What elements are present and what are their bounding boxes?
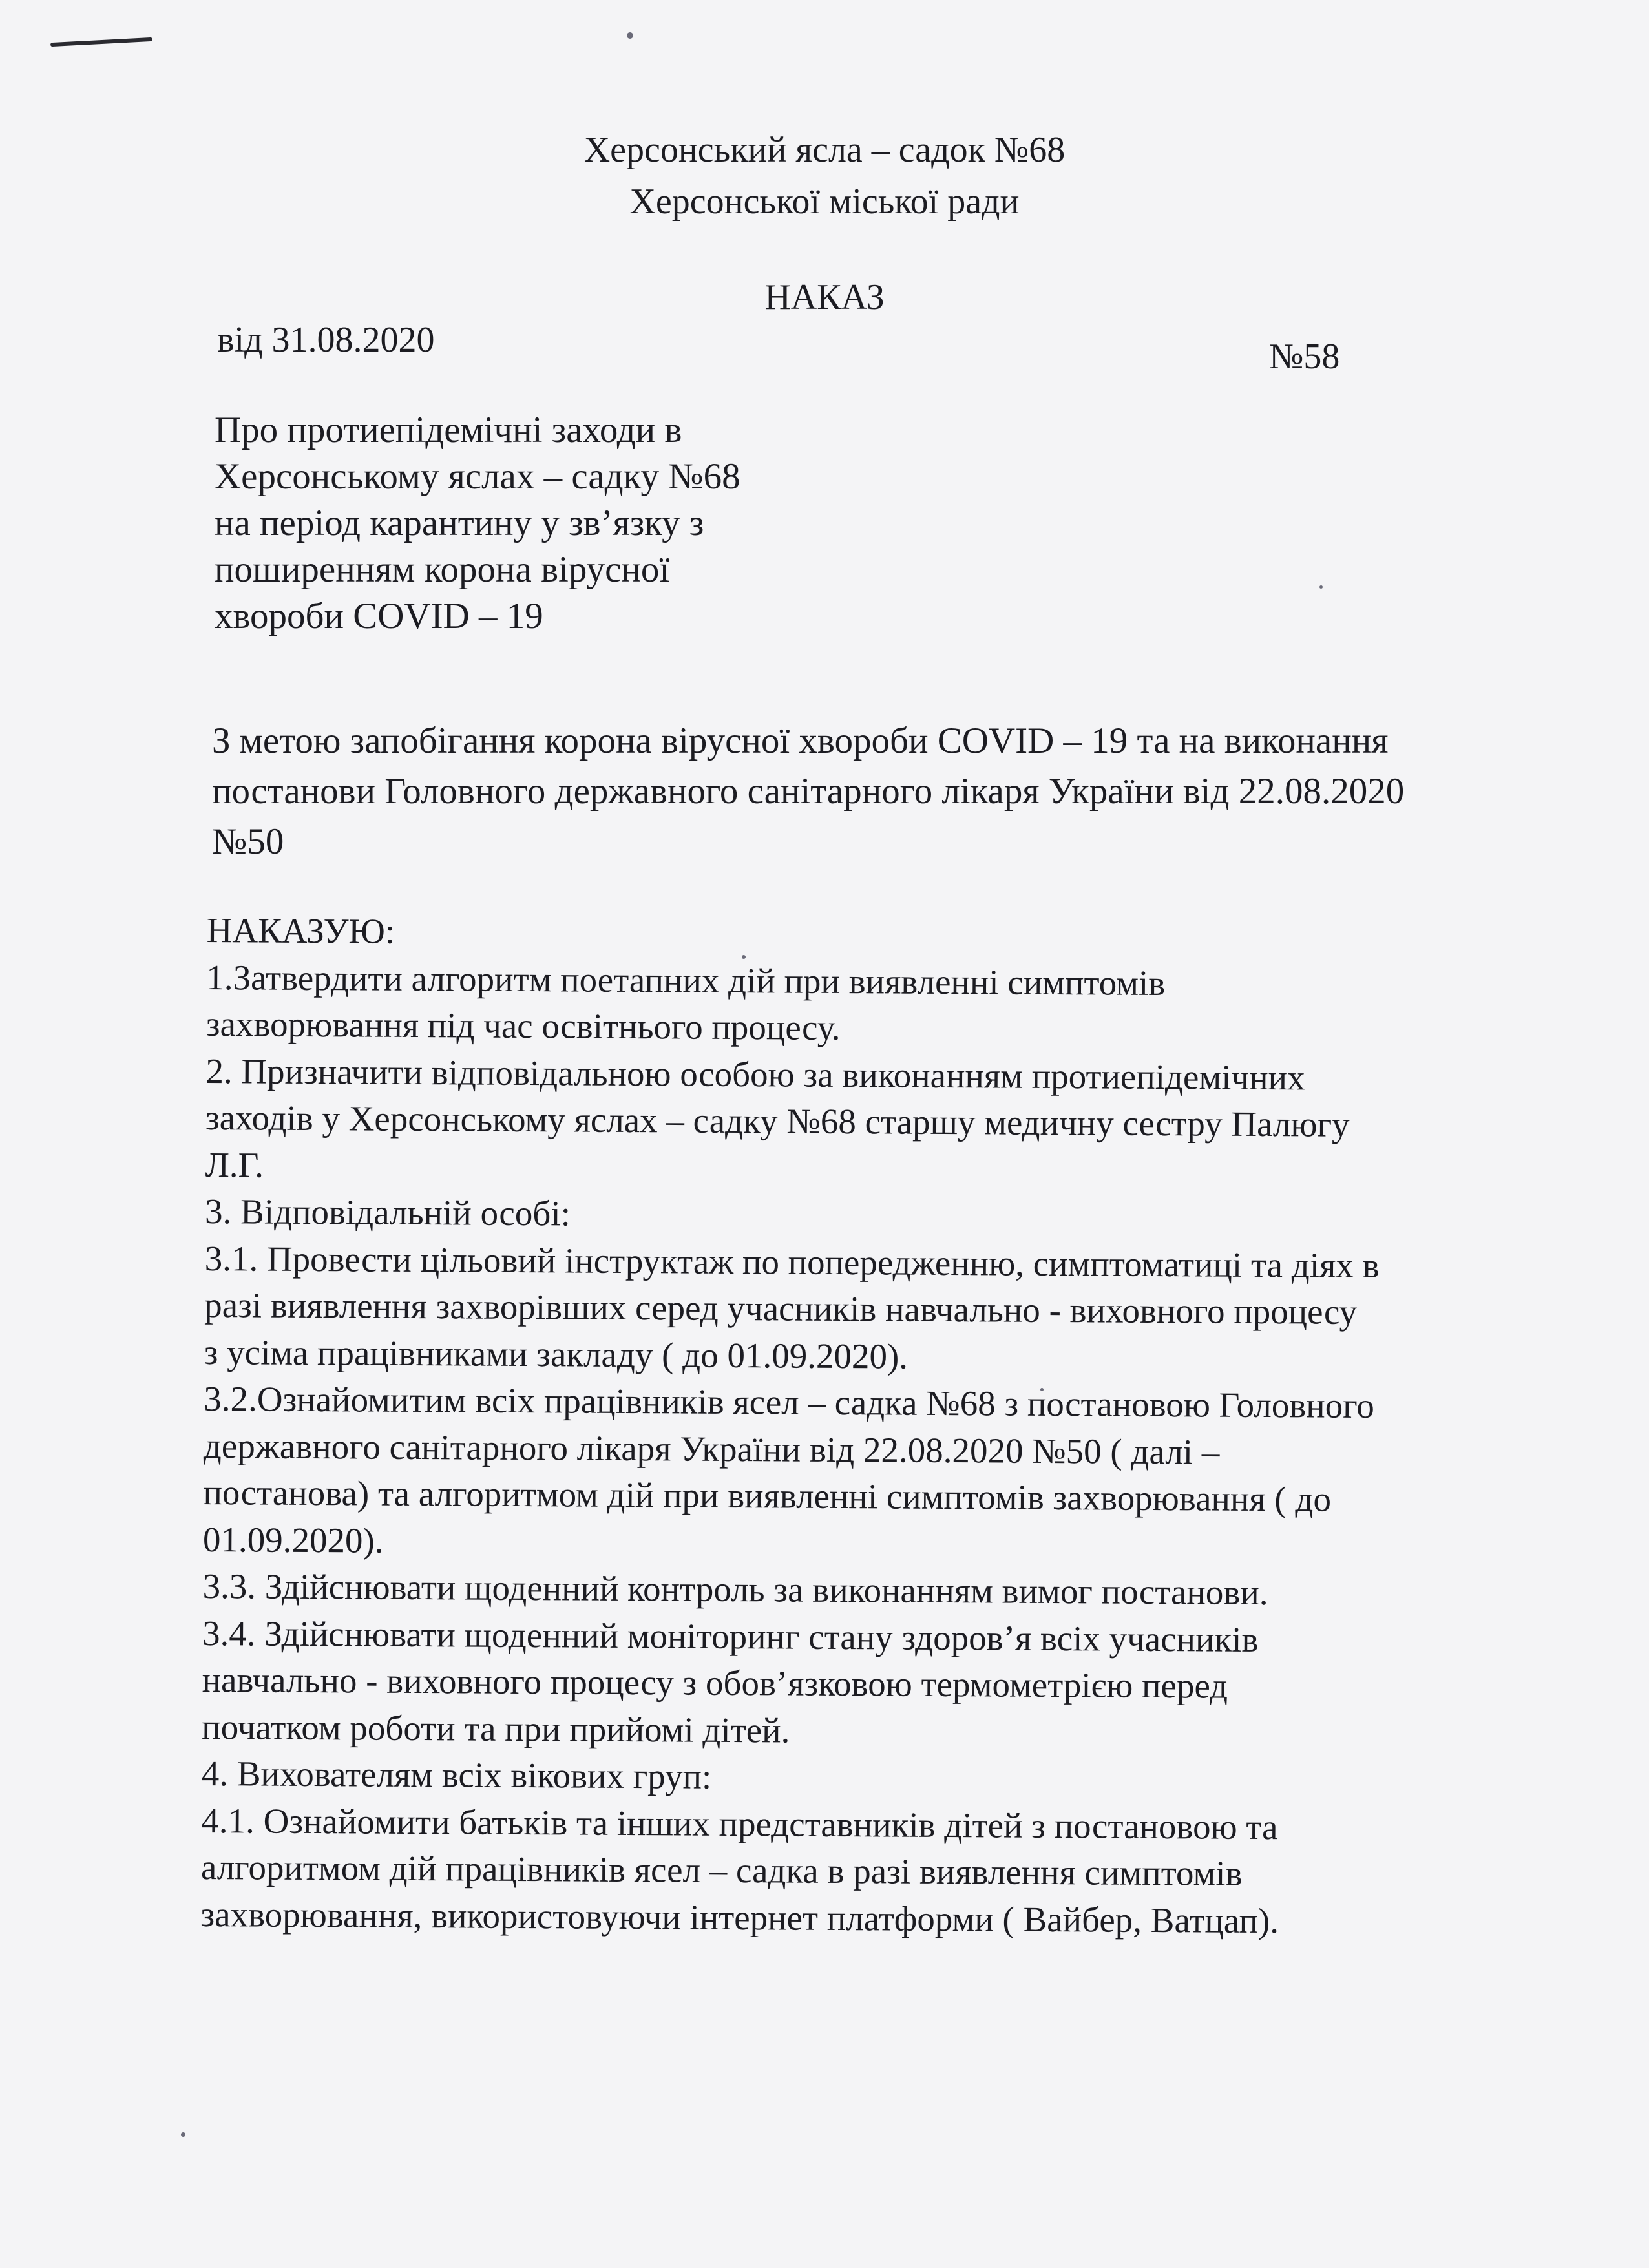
body-line: постанова) та алгоритмом дій при виявленні симптомів захворювання ( до (203, 1472, 1332, 1519)
body-line: 3.2.Ознайомитим всіх працівників ясел – садка №68 з постановою Головного (204, 1378, 1375, 1426)
document-number: №58 (1269, 337, 1340, 377)
scan-pen-mark (50, 37, 152, 47)
subject-line: Про протиепідемічні заходи в (215, 410, 682, 450)
preamble-line: постанови Головного державного санітарного лікаря України від 22.08.2020 (212, 771, 1405, 812)
institution-name-line2: Херсонської міської ради (629, 182, 1020, 222)
scan-speck (627, 32, 633, 39)
body-line: навчально - виховного процесу з обов’язковою термометрією перед (202, 1659, 1228, 1706)
body-line: 3. Відповідальній особі: (204, 1191, 571, 1234)
preamble (212, 716, 1404, 867)
order-subject (215, 407, 740, 640)
body-line: Л.Г. (205, 1144, 264, 1185)
body-line: захворювання під час освітнього процесу. (205, 1003, 841, 1047)
body-line: разі виявлення захворівших серед учасників навчально - виховного процесу (204, 1285, 1358, 1332)
body-heading: НАКАЗУЮ: (206, 910, 395, 951)
body-line: 2. Призначити відповідальною особою за виконанням протиепідемічних (205, 1051, 1305, 1097)
preamble-line: З метою запобігання корона вірусної хвороби COVID – 19 та на виконання (212, 720, 1389, 761)
subject-line: хвороби COVID – 19 (215, 596, 543, 636)
scan-speck (1319, 585, 1323, 589)
institution-name-line1: Херсонський ясла – садок №68 (583, 130, 1066, 170)
preamble-line: №50 (212, 821, 284, 862)
subject-line: Херсонському яслах – садку №68 (215, 456, 740, 497)
body-line: 3.3. Здійснювати щоденний контроль за виконанням вимог постанови. (202, 1566, 1268, 1613)
body-line: з усіма працівниками закладу ( до 01.09.2020). (204, 1332, 909, 1376)
subject-line: поширенням корона вірусної (215, 549, 670, 590)
body-line: заходів у Херсонському яслах – садку №68 старшу медичну сестру Палюгу (205, 1097, 1350, 1144)
body-line: 01.09.2020). (202, 1519, 384, 1560)
body-line: 4. Вихователям всіх вікових груп: (201, 1753, 712, 1796)
subject-line: на період карантину у зв’язку з (215, 503, 704, 543)
body-line: захворювання, використовуючи інтернет платформи ( Вайбер, Ватцап). (200, 1894, 1279, 1940)
body-line: алгоритмом дій працівників ясел – садка в разі виявлення симптомів (200, 1847, 1243, 1893)
body-line: 3.1. Провести цільовий інструктаж по попередженню, симптоматиці та діях в (204, 1238, 1380, 1285)
body-line: 4.1. Ознайомити батьків та інших представників дітей з постановою та (201, 1800, 1278, 1847)
document-date: від 31.08.2020 (217, 320, 435, 360)
body-line: державного санітарного лікаря України від 22.08.2020 №50 ( далі – (203, 1425, 1220, 1472)
order-body (200, 907, 1499, 1946)
body-line: 3.4. Здійснювати щоденний моніторинг стану здоров’я всіх учасників (202, 1613, 1259, 1659)
document-type: НАКАЗ (764, 277, 885, 317)
scan-speck (181, 2132, 185, 2137)
body-line: 1.Затвердити алгоритм поетапних дій при виявленні симптомів (206, 957, 1166, 1003)
body-line: початком роботи та при прийомі дітей. (202, 1706, 790, 1750)
